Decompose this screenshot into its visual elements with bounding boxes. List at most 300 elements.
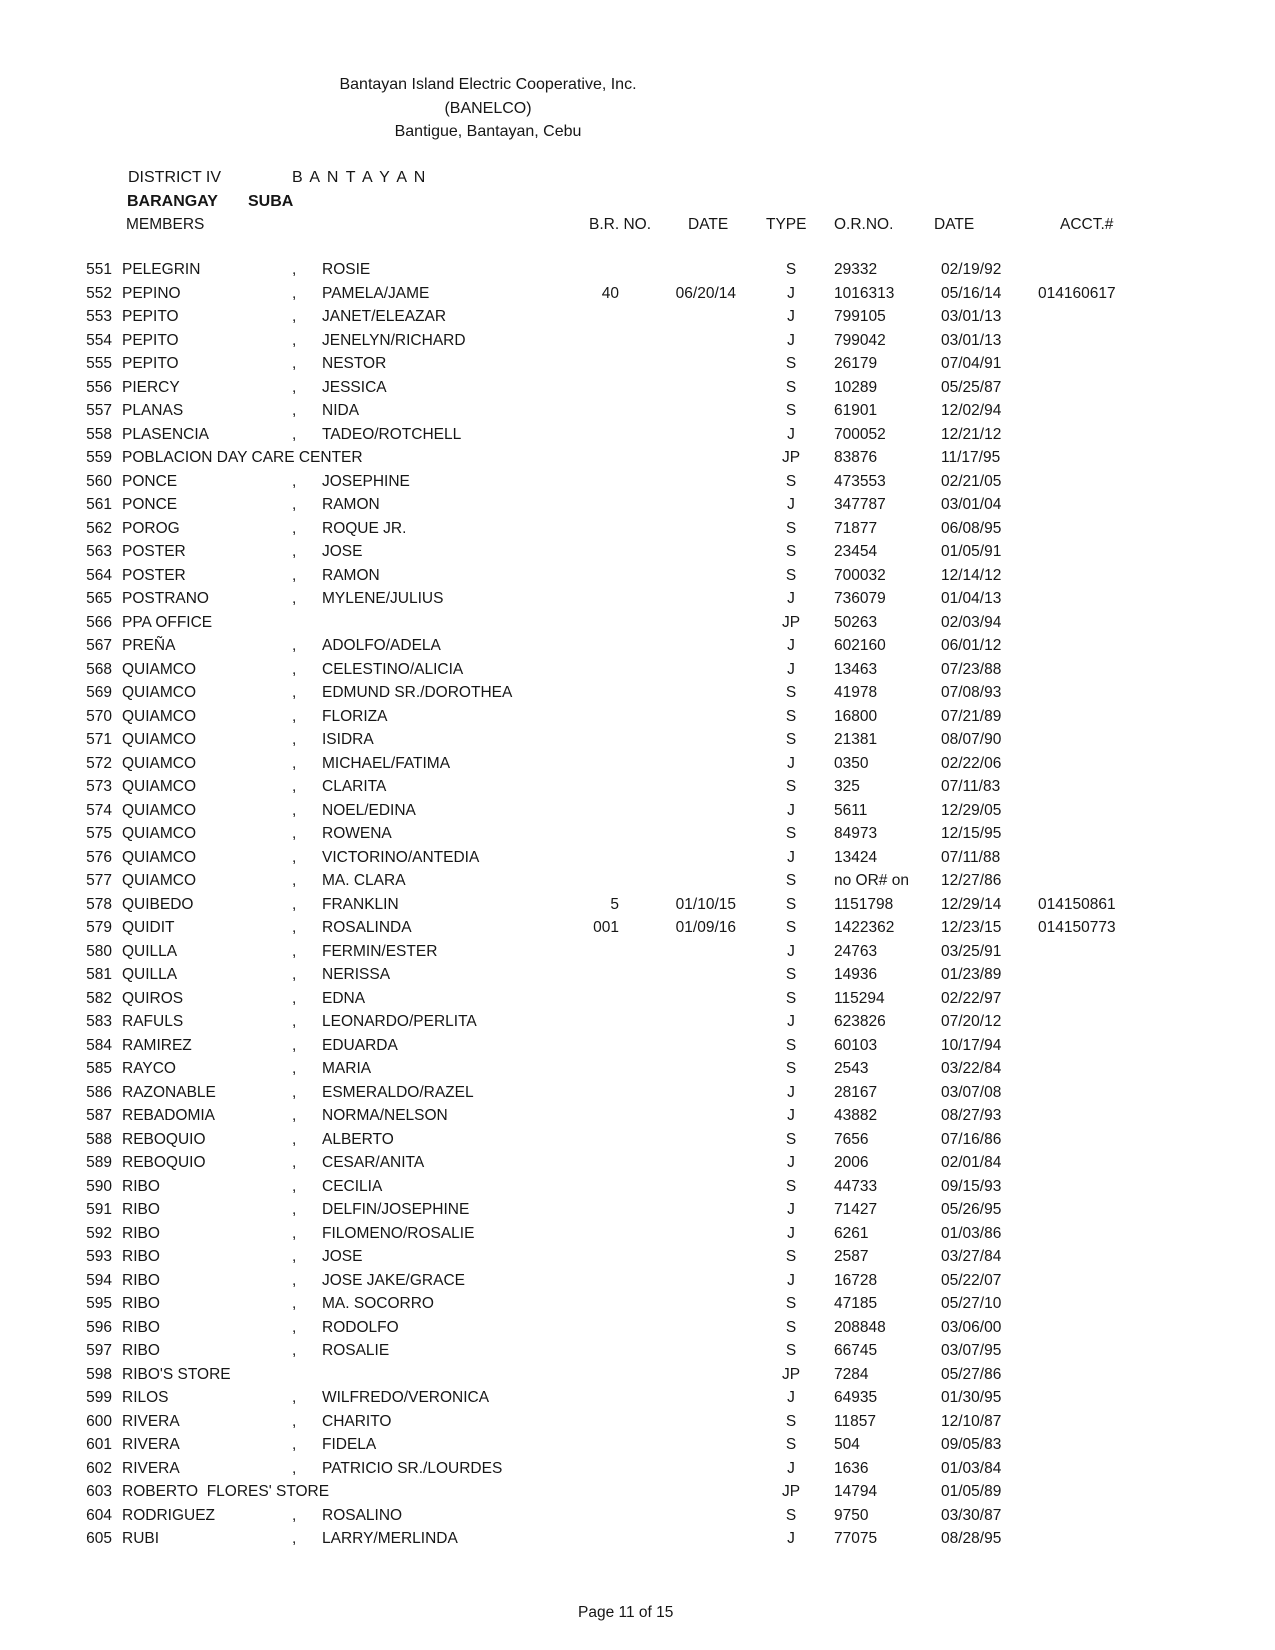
or-date-value: 06/01/12 xyxy=(941,637,1002,654)
member-number: 569 xyxy=(86,684,112,701)
member-number: 605 xyxy=(86,1530,112,1547)
type-value: S xyxy=(785,261,797,278)
members-table-body xyxy=(0,258,1275,1551)
comma-separator: , xyxy=(292,966,297,983)
member-given-name: FIDELA xyxy=(322,1436,377,1453)
or-no-value: 61901 xyxy=(834,402,878,419)
or-date-value: 01/30/95 xyxy=(941,1389,1002,1406)
member-number: 598 xyxy=(86,1365,112,1383)
type-value: J xyxy=(787,1154,795,1171)
member-given-name: ISIDRA xyxy=(322,731,374,748)
comma-separator: , xyxy=(292,989,297,1007)
or-no-value: 347787 xyxy=(834,496,886,513)
or-no-value: 10289 xyxy=(834,378,878,396)
member-surname: RIBO'S STORE xyxy=(122,1365,231,1383)
member-surname: PIERCY xyxy=(122,378,180,396)
or-date-value: 12/27/86 xyxy=(941,872,1002,889)
member-given-name: FILOMENO/ROSALIE xyxy=(322,1224,475,1242)
comma-separator: , xyxy=(292,1389,297,1406)
or-no-value: 23454 xyxy=(834,543,878,560)
or-date-value: 12/23/15 xyxy=(941,919,1002,936)
member-number: 567 xyxy=(86,637,112,654)
member-given-name: ROSIE xyxy=(322,261,371,278)
type-value: J xyxy=(787,1224,795,1242)
type-value: JP xyxy=(781,449,801,466)
member-given-name: VICTORINO/ANTEDIA xyxy=(322,848,480,866)
member-given-name: JANET/ELEAZAR xyxy=(322,308,447,325)
member-given-name: ROWENA xyxy=(322,825,392,842)
member-number: 563 xyxy=(86,543,112,560)
member-surname: QUIDIT xyxy=(122,919,175,936)
table-row xyxy=(0,1175,1275,1199)
type-value: S xyxy=(785,566,797,584)
member-given-name: PAMELA/JAME xyxy=(322,284,430,302)
type-value: S xyxy=(785,543,797,560)
or-date-value: 02/22/06 xyxy=(941,754,1002,772)
type-value: JP xyxy=(781,1483,801,1500)
district-label: DISTRICT IV xyxy=(128,169,222,186)
type-value: J xyxy=(787,1459,795,1477)
table-row xyxy=(0,305,1275,329)
comma-separator: , xyxy=(292,496,297,513)
member-given-name: PATRICIO SR./LOURDES xyxy=(322,1459,503,1477)
comma-separator: , xyxy=(292,1295,297,1312)
or-no-value: 44733 xyxy=(834,1177,878,1195)
member-surname: RAZONABLE xyxy=(122,1083,216,1101)
or-no-value: 1151798 xyxy=(834,895,894,913)
or-no-value: 13463 xyxy=(834,660,878,678)
or-date-value: 09/05/83 xyxy=(941,1436,1002,1453)
member-given-name: EDUARDA xyxy=(322,1036,398,1054)
or-date-value: 12/14/12 xyxy=(941,566,1002,584)
or-date-value: 07/11/83 xyxy=(941,778,1001,795)
member-given-name: JOSE xyxy=(322,1248,363,1265)
member-given-name: EDMUND SR./DOROTHEA xyxy=(322,684,513,701)
table-row xyxy=(0,893,1275,917)
type-value: J xyxy=(787,284,795,302)
or-no-value: 28167 xyxy=(834,1083,878,1101)
member-number: 579 xyxy=(86,919,112,936)
comma-separator: , xyxy=(292,472,297,490)
or-no-value: 208848 xyxy=(834,1318,886,1336)
or-no-value: 26179 xyxy=(834,355,878,372)
member-number: 582 xyxy=(86,989,112,1007)
type-value: JP xyxy=(781,1365,801,1383)
table-row xyxy=(0,1057,1275,1081)
member-surname: QUIAMCO xyxy=(122,778,197,795)
type-value: S xyxy=(785,778,797,795)
member-given-name: LEONARDO/PERLITA xyxy=(322,1013,477,1030)
or-date-value: 07/08/93 xyxy=(941,684,1002,701)
member-number: 585 xyxy=(86,1060,112,1077)
member-given-name: MICHAEL/FATIMA xyxy=(322,754,451,772)
type-value: S xyxy=(785,872,797,889)
member-surname: RAFULS xyxy=(122,1013,184,1030)
member-number: 572 xyxy=(86,754,112,772)
member-given-name: FRANKLIN xyxy=(322,895,399,913)
table-row xyxy=(0,399,1275,423)
type-value: J xyxy=(787,660,795,678)
member-surname: POBLACION DAY CARE CENTER xyxy=(122,449,363,466)
member-number: 551 xyxy=(86,261,112,278)
comma-separator: , xyxy=(292,1436,297,1453)
br-date-value: 01/10/15 xyxy=(675,895,736,913)
table-row xyxy=(0,940,1275,964)
comma-separator: , xyxy=(292,378,297,396)
member-number: 600 xyxy=(86,1412,112,1430)
member-surname: QUIAMCO xyxy=(122,660,197,678)
table-row xyxy=(0,681,1275,705)
type-value: S xyxy=(785,684,797,701)
member-surname: RIVERA xyxy=(122,1459,180,1477)
table-row xyxy=(0,799,1275,823)
type-column-header: TYPE xyxy=(766,216,807,233)
or-no-value: 115294 xyxy=(834,989,885,1007)
table-row xyxy=(0,587,1275,611)
or-date-value: 03/25/91 xyxy=(941,942,1002,960)
comma-separator: , xyxy=(292,1530,297,1547)
or-no-value: 13424 xyxy=(834,848,878,866)
barangay-value: SUBA xyxy=(248,192,294,210)
member-given-name: ROSALIE xyxy=(322,1342,390,1359)
table-row xyxy=(0,1269,1275,1293)
or-no-value: 2006 xyxy=(834,1154,869,1171)
member-number: 571 xyxy=(86,731,112,748)
member-number: 604 xyxy=(86,1506,112,1524)
member-surname: PEPITO xyxy=(122,308,179,325)
type-value: S xyxy=(785,989,797,1007)
member-number: 575 xyxy=(86,825,112,842)
table-row xyxy=(0,1527,1275,1551)
table-row xyxy=(0,329,1275,353)
or-no-value: 71877 xyxy=(834,519,878,537)
or-date-value: 01/05/89 xyxy=(941,1483,1002,1500)
or-date-value: 11/17/95 xyxy=(941,449,1001,466)
member-number: 591 xyxy=(86,1201,112,1218)
org-abbreviation: (BANELCO) xyxy=(444,99,532,117)
type-value: S xyxy=(785,825,797,842)
br-no-value: 5 xyxy=(610,895,619,913)
comma-separator: , xyxy=(292,778,297,795)
or-no-value: 16728 xyxy=(834,1271,878,1289)
type-value: J xyxy=(787,942,795,960)
comma-separator: , xyxy=(292,402,297,419)
table-row xyxy=(0,1316,1275,1340)
table-row xyxy=(0,1104,1275,1128)
table-row xyxy=(0,1433,1275,1457)
member-number: 578 xyxy=(86,895,112,913)
member-surname: QUIAMCO xyxy=(122,684,197,701)
member-given-name: LARRY/MERLINDA xyxy=(322,1530,458,1547)
member-surname: RIBO xyxy=(122,1177,160,1195)
comma-separator: , xyxy=(292,590,297,607)
member-given-name: FLORIZA xyxy=(322,707,388,725)
or-no-value: 50263 xyxy=(834,613,878,631)
or-date-value: 12/29/14 xyxy=(941,895,1002,913)
member-surname: PEPINO xyxy=(122,284,181,302)
member-given-name: CECILIA xyxy=(322,1177,383,1195)
table-row xyxy=(0,1245,1275,1269)
comma-separator: , xyxy=(292,284,297,302)
member-surname: PEPITO xyxy=(122,355,179,372)
or-date-value: 02/03/94 xyxy=(941,613,1002,631)
or-date-value: 07/23/88 xyxy=(941,660,1002,678)
table-row xyxy=(0,752,1275,776)
member-number: 596 xyxy=(86,1318,112,1336)
barangay-label: BARANGAY xyxy=(127,192,218,210)
member-given-name: CLARITA xyxy=(322,778,387,795)
org-header xyxy=(138,73,838,144)
or-no-value: 84973 xyxy=(834,825,878,842)
member-surname: RIBO xyxy=(122,1295,160,1312)
member-number: 570 xyxy=(86,707,112,725)
or-date-value: 08/28/95 xyxy=(941,1530,1002,1547)
member-given-name: EDNA xyxy=(322,989,366,1007)
type-value: J xyxy=(787,331,795,349)
member-surname: RIBO xyxy=(122,1248,160,1265)
type-value: S xyxy=(785,1412,797,1430)
type-value: S xyxy=(785,1506,797,1524)
or-date-value: 01/03/86 xyxy=(941,1224,1002,1242)
comma-separator: , xyxy=(292,1506,297,1524)
or-no-value: 700052 xyxy=(834,425,886,443)
member-surname: RIBO xyxy=(122,1271,160,1289)
type-value: J xyxy=(787,801,795,819)
comma-separator: , xyxy=(292,660,297,678)
member-given-name: NOEL/EDINA xyxy=(322,801,416,819)
table-row xyxy=(0,446,1275,470)
type-value: S xyxy=(785,1342,797,1359)
member-number: 568 xyxy=(86,660,112,678)
or-date-value: 02/22/97 xyxy=(941,989,1002,1007)
comma-separator: , xyxy=(292,331,297,349)
br-date-value: 06/20/14 xyxy=(675,284,736,302)
member-surname: RAMIREZ xyxy=(122,1036,192,1054)
member-given-name: CHARITO xyxy=(322,1412,392,1430)
member-surname: QUIAMCO xyxy=(122,754,197,772)
br-date-column-header: DATE xyxy=(688,216,729,233)
or-date-value: 05/25/87 xyxy=(941,378,1002,396)
member-number: 588 xyxy=(86,1130,112,1148)
comma-separator: , xyxy=(292,731,297,748)
type-value: S xyxy=(785,1318,797,1336)
type-value: J xyxy=(787,1083,795,1101)
comma-separator: , xyxy=(292,1083,297,1101)
or-no-value: 9750 xyxy=(834,1506,869,1524)
member-surname: RUBI xyxy=(122,1530,160,1547)
or-date-value: 02/01/84 xyxy=(941,1154,1002,1171)
type-value: J xyxy=(787,1389,795,1406)
member-given-name: NERISSA xyxy=(322,966,391,983)
type-value: S xyxy=(785,731,797,748)
member-given-name: RODOLFO xyxy=(322,1318,399,1336)
table-row xyxy=(0,1034,1275,1058)
comma-separator: , xyxy=(292,308,297,325)
member-surname: QUIAMCO xyxy=(122,801,197,819)
table-row xyxy=(0,352,1275,376)
comma-separator: , xyxy=(292,1201,297,1218)
comma-separator: , xyxy=(292,942,297,960)
type-value: S xyxy=(785,1060,797,1077)
table-row xyxy=(0,376,1275,400)
comma-separator: , xyxy=(292,801,297,819)
member-number: 595 xyxy=(86,1295,112,1312)
type-value: S xyxy=(785,1130,797,1148)
or-no-value: 60103 xyxy=(834,1036,878,1054)
member-surname: PEPITO xyxy=(122,331,179,349)
member-number: 577 xyxy=(86,872,112,889)
member-number: 587 xyxy=(86,1107,112,1124)
or-no-value: 7284 xyxy=(834,1365,869,1383)
member-number: 556 xyxy=(86,378,112,396)
comma-separator: , xyxy=(292,895,297,913)
type-value: J xyxy=(787,1107,795,1124)
type-value: S xyxy=(785,519,797,537)
member-number: 593 xyxy=(86,1248,112,1265)
member-number: 590 xyxy=(86,1177,112,1195)
member-number: 552 xyxy=(86,284,112,302)
member-surname: PLANAS xyxy=(122,402,184,419)
member-surname: QUIBEDO xyxy=(122,895,194,913)
or-date-value: 03/06/00 xyxy=(941,1318,1002,1336)
member-given-name: ROSALINDA xyxy=(322,919,412,936)
type-value: J xyxy=(787,425,795,443)
or-no-value: 799042 xyxy=(834,331,886,349)
or-no-value: 64935 xyxy=(834,1389,878,1406)
member-surname: PELEGRIN xyxy=(122,261,201,278)
or-no-value: 6261 xyxy=(834,1224,869,1242)
type-value: S xyxy=(785,1436,797,1453)
type-value: J xyxy=(787,754,795,772)
table-row xyxy=(0,282,1275,306)
or-no-column-header: O.R.NO. xyxy=(834,216,894,233)
member-given-name: CELESTINO/ALICIA xyxy=(322,660,464,678)
member-number: 586 xyxy=(86,1083,112,1101)
member-surname: RIBO xyxy=(122,1318,160,1336)
or-date-value: 01/04/13 xyxy=(941,590,1002,607)
member-given-name: ADOLFO/ADELA xyxy=(322,637,441,654)
type-value: J xyxy=(787,1271,795,1289)
or-date-value: 12/15/95 xyxy=(941,825,1002,842)
member-given-name: NORMA/NELSON xyxy=(322,1107,448,1124)
table-row xyxy=(0,493,1275,517)
member-number: 574 xyxy=(86,801,112,819)
member-surname: PREÑA xyxy=(122,637,176,654)
member-number: 557 xyxy=(86,402,112,419)
type-value: J xyxy=(787,1530,795,1547)
type-value: S xyxy=(785,966,797,983)
table-row xyxy=(0,705,1275,729)
member-number: 603 xyxy=(86,1483,112,1500)
table-row xyxy=(0,564,1275,588)
acct-no-value: 014150861 xyxy=(1038,895,1116,913)
or-no-value: 41978 xyxy=(834,684,878,701)
or-date-value: 05/27/86 xyxy=(941,1365,1002,1383)
or-date-value: 12/21/12 xyxy=(941,425,1002,443)
district-value: B A N T A Y A N xyxy=(292,169,427,186)
br-date-value: 01/09/16 xyxy=(675,919,736,936)
member-number: 554 xyxy=(86,331,112,349)
type-value: J xyxy=(787,637,795,654)
type-value: J xyxy=(787,848,795,866)
or-date-value: 03/22/84 xyxy=(941,1060,1002,1077)
member-given-name: TADEO/ROTCHELL xyxy=(322,425,462,443)
member-given-name: JESSICA xyxy=(322,378,387,396)
or-no-value: 71427 xyxy=(834,1201,878,1218)
comma-separator: , xyxy=(292,1013,297,1030)
or-no-value: 325 xyxy=(834,778,860,795)
or-no-value: 0350 xyxy=(834,754,869,772)
members-column-header: MEMBERS xyxy=(126,216,205,233)
member-surname: QUIAMCO xyxy=(122,848,197,866)
comma-separator: , xyxy=(292,566,297,584)
member-surname: POROG xyxy=(122,519,180,537)
table-row xyxy=(0,1410,1275,1434)
type-value: S xyxy=(785,355,797,372)
table-row xyxy=(0,728,1275,752)
member-surname: RILOS xyxy=(122,1389,169,1406)
member-given-name: JENELYN/RICHARD xyxy=(322,331,466,349)
member-number: 589 xyxy=(86,1154,112,1171)
type-value: J xyxy=(787,496,795,513)
member-surname: PONCE xyxy=(122,496,178,513)
member-given-name: RAMON xyxy=(322,496,380,513)
member-surname: REBOQUIO xyxy=(122,1154,206,1171)
type-value: S xyxy=(785,919,797,936)
table-row xyxy=(0,540,1275,564)
member-given-name: JOSE JAKE/GRACE xyxy=(322,1271,465,1289)
or-date-value: 02/21/05 xyxy=(941,472,1002,490)
comma-separator: , xyxy=(292,1318,297,1336)
comma-separator: , xyxy=(292,825,297,842)
or-no-value: 24763 xyxy=(834,942,878,960)
table-row xyxy=(0,658,1275,682)
member-given-name: MA. CLARA xyxy=(322,872,406,889)
member-surname: RODRIGUEZ xyxy=(122,1506,215,1524)
br-no-column-header: B.R. NO. xyxy=(589,216,652,233)
or-date-value: 05/22/07 xyxy=(941,1271,1002,1289)
member-number: 559 xyxy=(86,449,112,466)
type-value: J xyxy=(787,590,795,607)
member-number: 583 xyxy=(86,1013,112,1030)
or-no-value: 83876 xyxy=(834,449,878,466)
or-no-value: 700032 xyxy=(834,566,886,584)
or-no-value: 2587 xyxy=(834,1248,869,1265)
type-value: J xyxy=(787,1013,795,1030)
comma-separator: , xyxy=(292,848,297,866)
acct-no-value: 014160617 xyxy=(1038,284,1116,302)
table-row xyxy=(0,1081,1275,1105)
member-surname: RIBO xyxy=(122,1201,160,1218)
member-number: 602 xyxy=(86,1459,112,1477)
comma-separator: , xyxy=(292,684,297,701)
or-date-value: 07/20/12 xyxy=(941,1013,1002,1030)
type-value: S xyxy=(785,895,797,913)
member-surname: PONCE xyxy=(122,472,178,490)
member-given-name: NIDA xyxy=(322,402,360,419)
or-date-value: 03/01/13 xyxy=(941,331,1002,349)
comma-separator: , xyxy=(292,519,297,537)
comma-separator: , xyxy=(292,1177,297,1195)
member-given-name: MYLENE/JULIUS xyxy=(322,590,444,607)
table-row xyxy=(0,634,1275,658)
table-row xyxy=(0,963,1275,987)
member-surname: PLASENCIA xyxy=(122,425,210,443)
or-no-value: 1636 xyxy=(834,1459,869,1477)
or-no-value: 21381 xyxy=(834,731,878,748)
or-date-value: 10/17/94 xyxy=(941,1036,1002,1054)
comma-separator: , xyxy=(292,637,297,654)
